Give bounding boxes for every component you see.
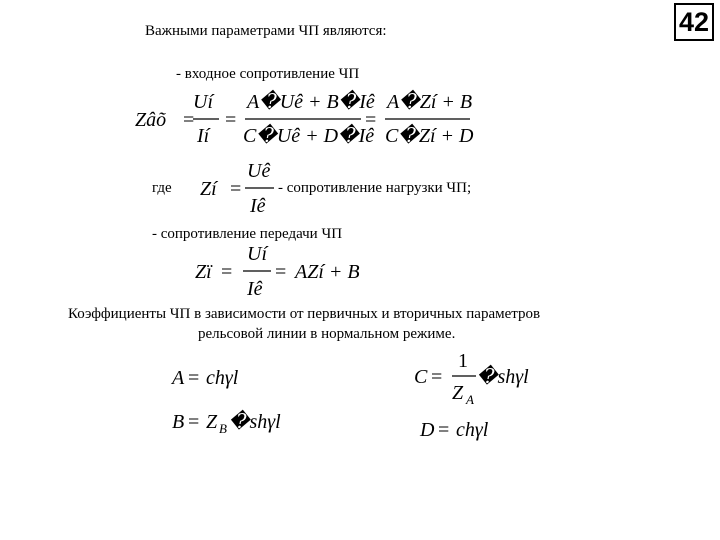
load-resistance-label: - сопротивление нагрузки ЧП; [278, 180, 472, 196]
coef-d-rhs: chγl [456, 419, 489, 441]
ztr-den: Iê [247, 278, 263, 300]
zin-f3-num: A�Zí + B [387, 91, 473, 113]
zload-num: Uê [247, 160, 271, 182]
zin-f3-den: C�Zí + D [385, 125, 474, 147]
zload-lhs: Zí [200, 178, 217, 200]
heading: Важными параметрами ЧП являются: [145, 23, 387, 39]
input-resistance-formula [135, 88, 480, 150]
coef-b-z-sub: B [219, 421, 227, 436]
zload-eq: = [230, 178, 242, 200]
zin-lhs: Zâõ [135, 109, 167, 131]
coef-a-lhs: A [172, 367, 185, 389]
coef-c-den: Z [452, 382, 464, 404]
ztr-rhs: AZí + B [295, 261, 360, 283]
coef-b-lhs: B [172, 411, 185, 433]
coef-c-lhs: C [414, 366, 428, 388]
input-resistance-label: - входное сопротивление ЧП [176, 66, 360, 82]
coefficients-line-2: рельсовой линии в нормальном режиме. [198, 326, 456, 342]
coefficient-d-formula [420, 414, 530, 444]
coefficients-line-1: Коэффициенты ЧП в зависимости от первичных и вторичных параметров [68, 306, 541, 322]
coef-b-eq: = [188, 411, 200, 433]
zin-f2-den: C�Uê + D�Iê [243, 125, 375, 147]
coefficient-c-formula [414, 352, 544, 412]
slide-number: 42 [674, 3, 714, 41]
ztr-num: Uí [247, 243, 267, 265]
zin-f1-den: Ií [197, 125, 210, 147]
coef-d-lhs: D [420, 419, 435, 441]
coef-a-rhs: chγl [206, 367, 239, 389]
coef-c-den-sub: A [466, 392, 474, 407]
coefficient-b-formula [172, 406, 302, 440]
coef-d-eq: = [438, 419, 450, 441]
coef-b-rhs: �shγl [229, 411, 281, 433]
ztr-eq-1: = [221, 261, 233, 283]
coef-c-num: 1 [458, 350, 468, 372]
ztr-lhs: Zï [195, 261, 212, 283]
coef-b-z: Z [206, 411, 218, 433]
coef-c-rhs: �shγl [477, 366, 529, 388]
zin-f1-num: Uí [193, 91, 213, 113]
coef-c-eq: = [431, 366, 443, 388]
zin-eq-1: = [183, 109, 195, 131]
where-label: где [152, 180, 172, 196]
coef-a-eq: = [188, 367, 200, 389]
zload-den: Iê [250, 195, 266, 217]
coefficient-a-formula [172, 362, 282, 392]
ztr-eq-2: = [275, 261, 287, 283]
zin-f2-num: A�Uê + B�Iê [247, 91, 375, 113]
transfer-resistance-label: - сопротивление передачи ЧП [152, 226, 343, 242]
zin-eq-2: = [225, 109, 237, 131]
load-resistance-formula [200, 160, 290, 220]
zin-eq-3: = [365, 109, 377, 131]
transfer-resistance-formula [195, 244, 380, 304]
